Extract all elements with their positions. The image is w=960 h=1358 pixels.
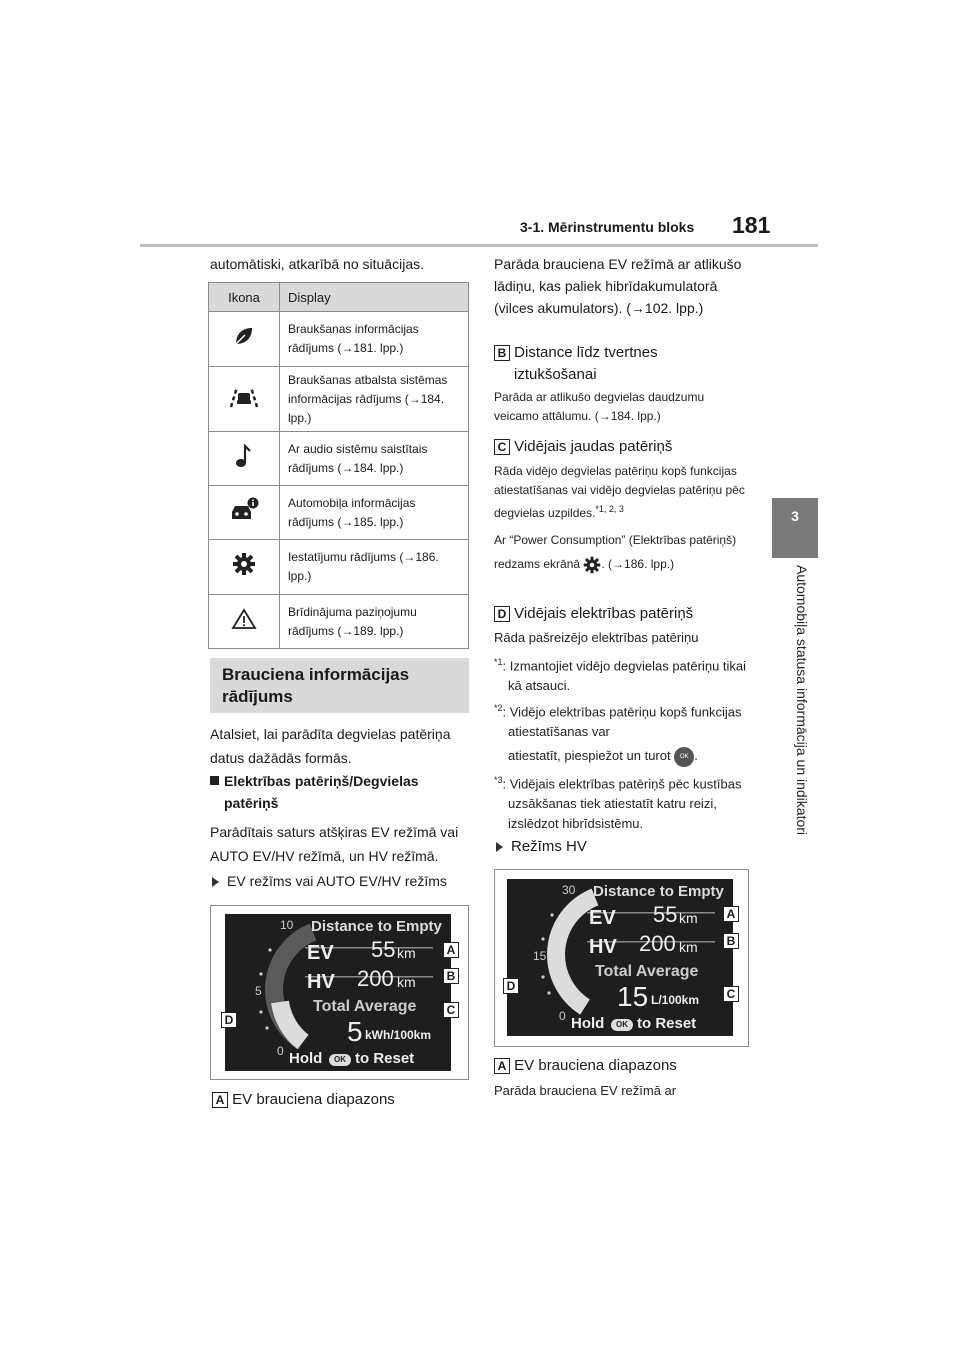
average-unit: L/100km — [651, 993, 700, 1007]
chapter-side-label: Automobiļa statusa informācija un indikatori — [794, 565, 810, 836]
driving-support-icon — [227, 383, 261, 409]
screen-title: Distance to Empty — [593, 883, 724, 900]
item-b-title-1: Distance līdz tvertnes — [514, 344, 658, 361]
callout-b: B — [443, 968, 459, 984]
item-b-title-2: iztukšošanai — [514, 366, 597, 383]
callout-a: A — [443, 942, 459, 958]
callout-d: D — [221, 1012, 237, 1028]
average-value: 5 — [347, 1016, 363, 1047]
ev-value: 55 — [371, 937, 396, 962]
scale-label-mid: 15 — [533, 949, 547, 963]
item-b-text: Parāda ar atlikušo degvielas daudzumu veicamo attālumu. (→184. lpp.) — [494, 390, 705, 423]
ev-value: 55 — [653, 902, 678, 927]
display-panel-ev — [210, 905, 469, 1080]
square-bullet-icon — [210, 776, 219, 785]
table-row — [209, 595, 469, 649]
average-label: Total Average — [595, 963, 699, 980]
footnote-2: $^{*2}$: Vidējo elektrības patēriņu kopš funkcijas atiestatīšanas var — [494, 703, 742, 740]
item-a-heading — [212, 1089, 395, 1111]
page-number: 181 — [732, 212, 771, 238]
reset-label: to Reset — [637, 1015, 697, 1032]
section-heading: Brauciena informācijas rādījums — [222, 665, 410, 706]
average-label: Total Average — [313, 998, 417, 1015]
table-row — [209, 367, 469, 432]
ev-unit: km — [679, 910, 698, 926]
bullet-heading: Elektrības patēriņš/Degvielas patēriņš — [224, 773, 419, 811]
intro-text: automātiski, atkarībā no situācijas. — [210, 256, 424, 272]
item-d-text: Rāda pašreizējo elektrības patēriņu — [494, 630, 699, 645]
table-row — [209, 312, 469, 367]
table-header-icon: Ikona — [209, 283, 280, 312]
section-heading-box — [210, 658, 469, 713]
item-c-text: Rāda vidējo degvielas patēriņu kopš funkcijas atiestatīšanas vai vidējo degvielas patēriņu pēc degvielas uzpildes.$^{*1, 2, 3}$ — [494, 464, 745, 520]
paragraph: Parāda brauciena EV režīmā ar atlikušo lādiņu, kas paliek hibrīdakumulatorā (vilces akumulators). (→102. lpp.) — [494, 256, 742, 316]
average-unit: kWh/100km — [365, 1028, 432, 1042]
ok-button-icon: OK — [611, 1019, 633, 1031]
display-screen — [225, 914, 451, 1071]
hv-unit: km — [679, 939, 698, 955]
paragraph: Atalsiet, lai parādīta degvielas patēriņa datus dažādās formās. — [210, 726, 451, 766]
ev-label: EV — [307, 942, 334, 964]
gear-icon — [232, 552, 256, 576]
label-d-box: D — [494, 606, 510, 622]
warning-icon — [231, 608, 257, 630]
table-row — [209, 432, 469, 486]
scale-label-bottom: 0 — [277, 1044, 284, 1058]
music-note-icon — [235, 444, 253, 468]
scale-label-mid: 5 — [255, 984, 262, 998]
label-a-box: A — [494, 1058, 510, 1074]
footnote-ref: *1, 2, 3 — [595, 504, 624, 514]
triangle-bullet-icon — [496, 842, 503, 852]
item-c-heading — [494, 436, 672, 458]
label-c-box: C — [494, 439, 510, 455]
table-cell-text: Iestatījumu rādījums (→186. lpp.) — [280, 540, 469, 595]
callout-b: B — [723, 933, 739, 949]
table-header-display: Display — [280, 283, 469, 312]
bullet-heading-row — [210, 770, 472, 814]
item-a2-heading — [494, 1055, 677, 1077]
table-cell-text: Braukšanas atbalsta sistēmas informācijas rādījums (→184. lpp.) — [280, 367, 469, 432]
hv-value: 200 — [357, 966, 394, 991]
scale-label-top: 10 — [280, 918, 294, 932]
screen-title: Distance to Empty — [311, 918, 442, 935]
average-value: 15 — [617, 981, 649, 1012]
reset-label: to Reset — [355, 1050, 415, 1067]
footnote-3: $^{*3}$: Vidējais elektrības patēriņš pēc kustības uzsākšanas tiek atiestatīt katru reizi, izslēdzot hibrīdsistēmu. — [494, 775, 742, 832]
mode-heading-ev — [212, 870, 447, 892]
section-title-header: 3-1. Mērinstrumentu bloks — [520, 219, 695, 235]
hv-label: HV — [307, 971, 335, 993]
ev-unit: km — [397, 945, 416, 961]
gear-icon — [583, 556, 601, 574]
table-cell-text: Braukšanas informācijas rādījums (→181. lpp.) — [280, 312, 469, 367]
item-a-title: EV brauciena diapazons — [232, 1091, 395, 1108]
mode-label: EV režīms vai AUTO EV/HV režīms — [227, 873, 447, 889]
paragraph: Parādītais saturs atšķiras EV režīmā vai AUTO EV/HV režīmā, un HV režīmā. — [210, 824, 459, 864]
icon-table — [208, 282, 469, 649]
callout-c: C — [443, 1002, 459, 1018]
label-a-box: A — [212, 1092, 228, 1108]
table-row — [209, 540, 469, 595]
item-b-heading — [494, 342, 749, 386]
item-c-title: Vidējais jaudas patēriņš — [514, 438, 673, 455]
hold-label: Hold — [571, 1015, 605, 1032]
item-c-text-2: Ar “Power Consumption” (Elektrības patēriņš) redzams ekrānā . (→186. lpp.) — [494, 528, 749, 576]
callout-c: C — [723, 986, 739, 1002]
ev-label: EV — [589, 907, 616, 929]
ok-button-icon: OK — [674, 747, 694, 767]
hv-value: 200 — [639, 931, 676, 956]
hv-label: HV — [589, 936, 617, 958]
display-panel-hv — [494, 869, 749, 1047]
footnote-2-cont: atiestatīt, piespiežot un turot OK . — [508, 744, 749, 768]
leaf-icon — [233, 325, 255, 347]
table-cell-text: Ar audio sistēmu saistītais rādījums (→184. lpp.) — [280, 432, 469, 486]
footnote-1: $^{*1}$: Izmantojiet vidējo degvielas patēriņu tikai kā atsauci. — [494, 657, 747, 694]
scale-label-bottom: 0 — [559, 1009, 566, 1023]
mode-heading-hv — [496, 836, 587, 858]
display-screen — [507, 879, 733, 1036]
chapter-tab: 3 — [772, 498, 818, 558]
table-cell-text: Automobiļa informācijas rādījums (→185. lpp.) — [280, 486, 469, 540]
scale-label-top: 30 — [562, 883, 576, 897]
item-a2-text: Parāda brauciena EV režīmā ar — [494, 1083, 677, 1098]
table-row — [209, 486, 469, 540]
callout-d: D — [503, 978, 519, 994]
mode-label: Režīms HV — [511, 838, 587, 855]
hv-unit: km — [397, 974, 416, 990]
header-rule — [140, 244, 818, 247]
label-b-box: B — [494, 345, 510, 361]
car-info-icon — [228, 497, 260, 523]
item-a2-title: EV brauciena diapazons — [514, 1057, 677, 1074]
callout-a: A — [723, 906, 739, 922]
hold-label: Hold — [289, 1050, 323, 1067]
table-cell-text: Brīdinājuma paziņojumu rādījums (→189. lpp.) — [280, 595, 469, 649]
ok-button-icon: OK — [329, 1054, 351, 1066]
item-d-heading — [494, 603, 693, 625]
item-d-title: Vidējais elektrības patēriņš — [514, 605, 694, 622]
triangle-bullet-icon — [212, 877, 219, 887]
